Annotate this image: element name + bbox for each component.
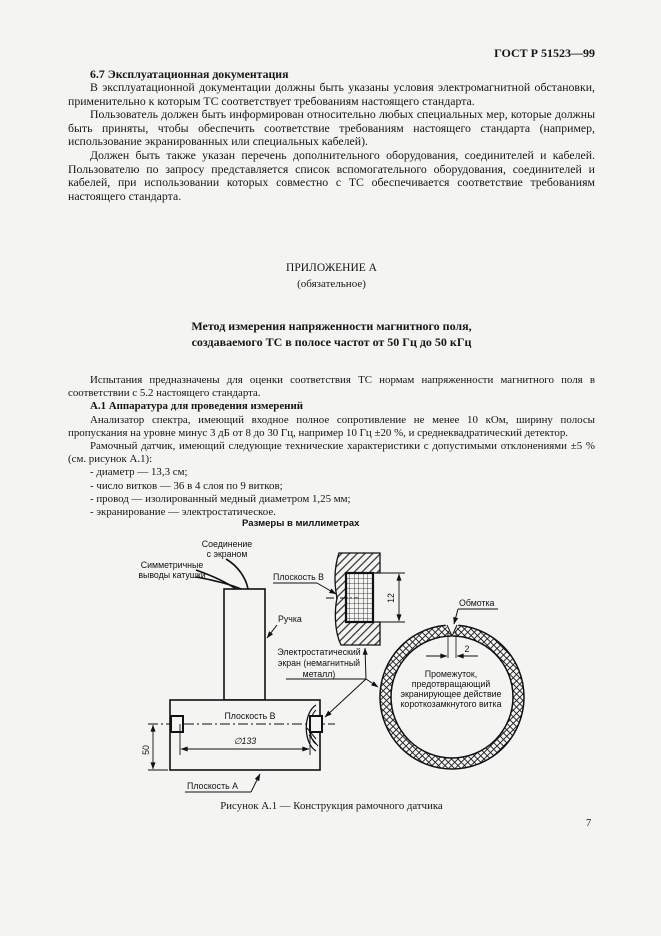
paragraph: Пользователь должен быть информирован относительно любых специальных мер, которые должны быть приняты, чтобы обеспечить соответствие требованиям настоящего стандарта (например, использование экранированных или специальных кабелей). [68,107,595,149]
winding-grid [346,573,373,622]
figure-caption: Рисунок А.1 — Конструкция рамочного датчика [220,800,443,812]
label-plane-b-side: Плоскость В [224,711,276,721]
figure-dimensions-note: Размеры в миллиметрах [242,518,360,529]
label-gap: короткозамкнутого витка [400,699,502,709]
page-number: 7 [586,818,592,829]
label-plane-b-top: Плоскость В [273,572,325,582]
list-item: - провод — изолированный медный диаметром 1,25 мм; [90,492,351,505]
paragraph: Должен быть также указан перечень дополнительного оборудования, соединителей и кабелей. Пользователю по запросу представляется список вспомогательного оборудования, соединителей и кабелей, при использовании которых совместно с ТС обеспечивается соответствие требованиям настоящего стандарта. [68,147,595,203]
list-item: - число витков — 36 в 4 слоя по 9 витков; [90,479,283,492]
paragraph: Испытания предназначены для оценки соответствия ТС нормам напряженности магнитного поля в соответствии с 5.2 настоящего стандарта. [68,374,595,400]
label-shield: Электростатический [277,647,361,657]
appendix-body [68,374,595,519]
label-shield: экран (немагнитный [277,658,361,668]
dimension-50 [141,725,168,770]
label-gap: экранирующее действие [400,689,502,699]
list-item: - экранирование — электростатическое. [90,506,276,519]
paragraph: В эксплуатационной документации должны быть указаны условия электромагнитной обстановки, применительно к которым ТС соответствует требованиям настоящего стандарта. [68,80,595,108]
label-connection: с экраном [206,549,248,559]
label-shield: металл) [302,669,336,679]
dimension-diameter-value: ∅133 [233,736,257,746]
ring-section-left [171,716,183,732]
label-handle: Ручка [278,614,302,624]
cross-section-detail [326,553,380,645]
appendix-title-line1: Метод измерения напряженности магнитного поля, [191,319,472,333]
section-body [68,81,595,203]
dimension-2-value: 2 [464,644,470,654]
list-item: - диаметр — 13,3 см; [90,466,188,479]
label-plane-b-top-group [273,572,336,594]
document-header: ГОСТ Р 51523—99 [494,46,595,60]
dimension-12 [375,573,405,622]
label-gap: предотвращающий [411,679,491,689]
dimension-50-value: 50 [141,745,151,755]
appendix-sublabel: (обязательное) [297,278,366,290]
sensor-handle [224,589,265,700]
section-heading: 6.7 Эксплуатационная документация [90,67,289,81]
appendix-title-line2: создаваемого ТС в полосе частот от 50 Гц до 50 кГц [191,334,472,349]
paragraph: Рамочный датчик, имеющий следующие технические характеристики с допустимыми отклонениями ±5 % (см. рисунок А.1): [68,440,595,466]
appendix-title [68,319,595,350]
label-connection: Соединение [201,539,253,549]
label-winding-group [454,598,498,624]
label-symmetric-leads: выводы катушки [138,570,206,580]
label-handle-group [267,614,302,638]
figure-drawing [120,538,550,800]
subsection-heading: А.1 Аппаратура для проведения измерений [90,400,303,413]
label-plane-a: Плоскость А [187,781,239,791]
label-plane-a-group [185,774,260,792]
label-symmetric-leads: Симметричные [140,560,204,570]
dimension-12-value: 12 [386,593,396,603]
label-gap: Промежуток, [424,669,478,679]
appendix-label: ПРИЛОЖЕНИЕ А [286,262,377,274]
paragraph: Анализатор спектра, имеющий входное полное сопротивление не менее 10 кОм, ширину полосы пропускания на уровне минус 3 дБ от 8 до 30 Гц, например 10 Гц ±20 %, и среднеквадратический детектор. [68,413,595,439]
label-winding: Обмотка [459,598,495,608]
